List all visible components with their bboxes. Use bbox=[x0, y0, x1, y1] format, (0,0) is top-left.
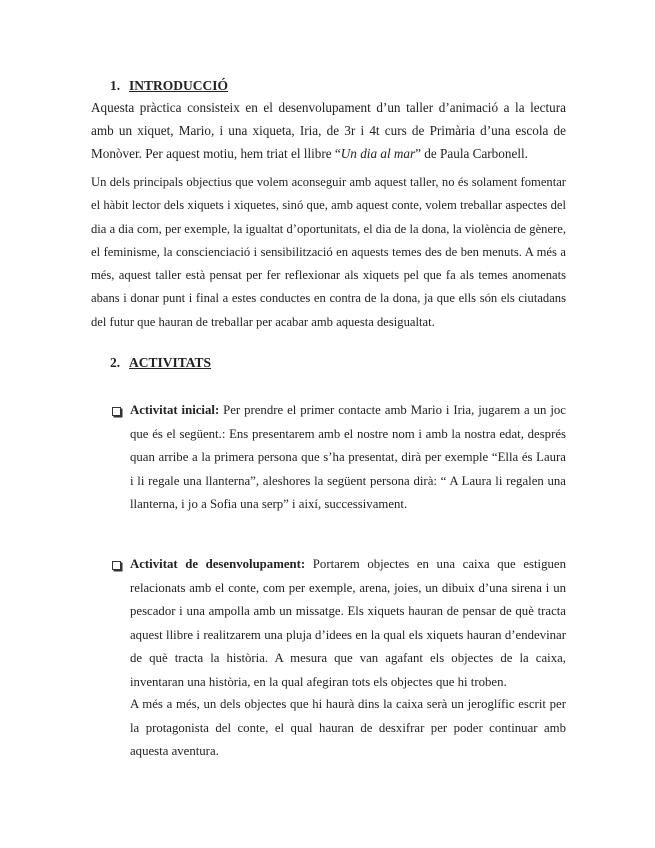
section-number: 1. bbox=[110, 78, 121, 93]
activity-followup-paragraph: A més a més, un dels objectes que hi haurà dins la caixa serà un jeroglífic escrit per la protagonista del conte, el qual hauran de desxifrar per poder continuar amb aquesta aventura. bbox=[130, 697, 566, 758]
checkbox-bullet-icon bbox=[112, 407, 121, 416]
intro-text-start: Aquesta pràctica consisteix en el desenvolupament d’un taller d’animació a la lectura amb un xiquet, Mario, i una xiqueta, Iria, de 3r i 4t curs de Primària d’una escola de Monòver. Per aquest motiu, hem triat el llibre “ bbox=[91, 100, 566, 161]
section-title: ACTIVITATS bbox=[129, 355, 212, 370]
section-heading-introduccio bbox=[110, 77, 228, 94]
section-title: INTRODUCCIÓ bbox=[129, 78, 229, 93]
book-title: Un dia al mar bbox=[340, 146, 416, 161]
activity-lead: Activitat inicial: bbox=[130, 403, 220, 417]
section-heading-activitats bbox=[110, 354, 211, 371]
intro-paragraph-2: Un dels principals objectius que volem aconseguir amb aquest taller, no és solament fomentar el hàbit lector dels xiquets i xiquetes, sinó que, amb aquest conte, volem treballar aspectes del dia a dia com, per exemple, la igualtat d’oportunitats, el dia de la dona, la violència de gènere, el feminisme, la conscienciació i sensibilització en aquests temes des de ben menuts. A més a més, aquest taller està pensat per fer reflexionar als xiquets pel que fa als temes anomenats abans i donar punt i final a estes conductes en contra de la dona, ja que ells són els ciutadans del futur que hauran de treballar per acabar amb aquesta desigualtat. bbox=[91, 175, 566, 329]
intro-paragraph-1 bbox=[91, 96, 566, 165]
activity-text bbox=[130, 553, 566, 694]
intro-text-end: ” de Paula Carbonell. bbox=[415, 146, 528, 161]
activity-lead: Activitat de desenvolupament: bbox=[130, 557, 306, 571]
checkbox-bullet-icon bbox=[112, 561, 121, 570]
section-number: 2. bbox=[110, 355, 121, 370]
activity-body: Per prendre el primer contacte amb Mario i Iria, jugarem a un joc que és el següent.: Ens presentarem amb el nostre nom i amb la nostra edat, després quan arribe a la primera persona que s’ha presentat, dirà per exemple “Ella és Laura i li regale una llanterna”, aleshores la següent persona dirà: “ A Laura li regalen una llanterna, i jo a Sofia una serp” i així, successivament. bbox=[130, 403, 566, 511]
activity-text bbox=[130, 399, 566, 517]
activity-body: Portarem objectes en una caixa que estiguen relacionats amb el conte, com per exemple, arena, joies, un dibuix d’una sirena i un pescador i una ampolla amb un missatge. Els xiquets hauran de pensar de què tracta aquest llibre i realitzarem una pluja d’idees en la qual els xiquets hauran d’endevinar de què tracta la història. A mesura que van agafant els objectes de la caixa, inventaran una història, en la qual afegiran tots els objectes que hi troben. bbox=[130, 557, 566, 689]
